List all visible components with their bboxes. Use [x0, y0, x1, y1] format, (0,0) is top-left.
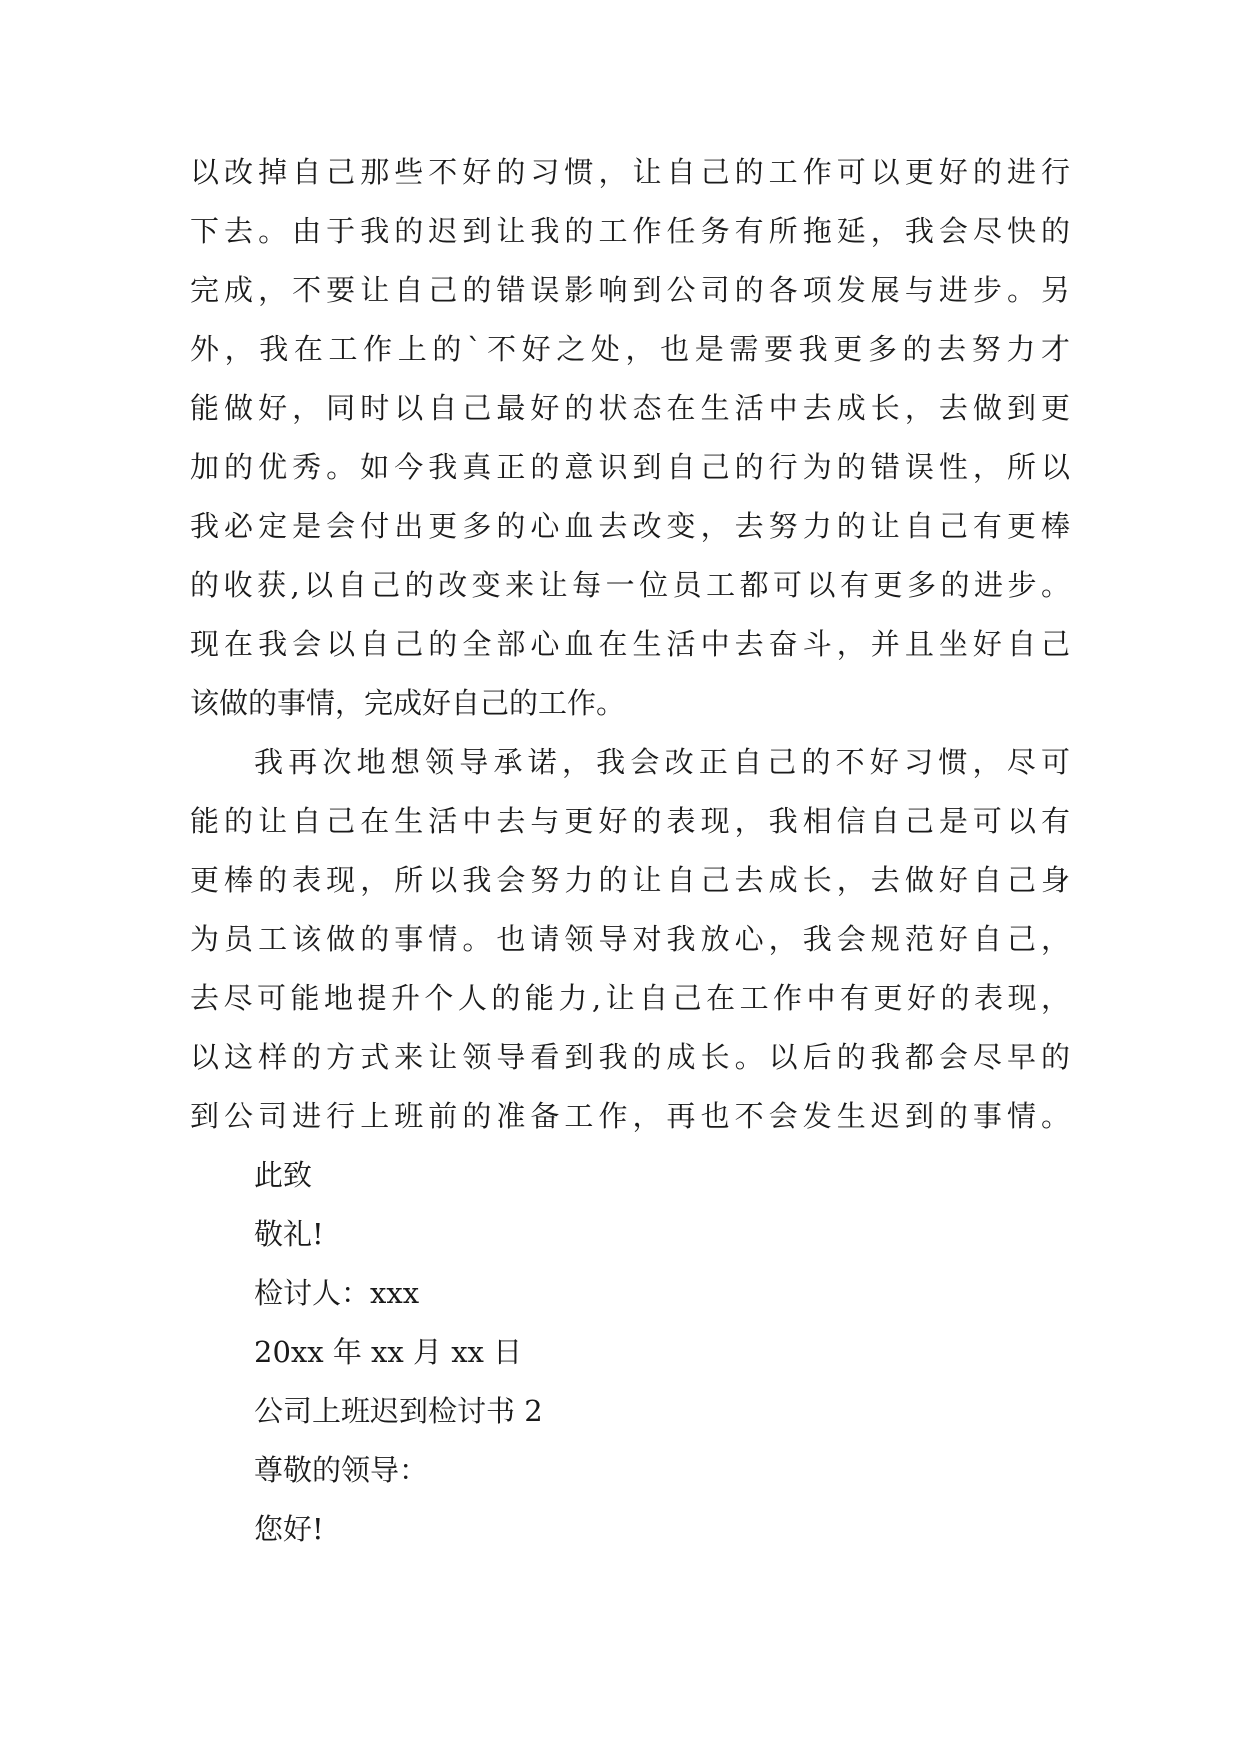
- body-line: 能的让自己在生活中去与更好的表现，我相信自己是可以有: [190, 804, 1070, 838]
- body-line: 下去。由于我的迟到让我的工作任务有所拖延，我会尽快的: [190, 214, 1070, 248]
- body-line: 现在我会以自己的全部心血在生活中去奋斗，并且坐好自己: [190, 627, 1070, 661]
- body-line: 为员工该做的事情。也请领导对我放心，我会规范好自己，: [190, 922, 1070, 956]
- body-line: 以这样的方式来让领导看到我的成长。以后的我都会尽早的: [190, 1040, 1070, 1074]
- body-line: 我再次地想领导承诺，我会改正自己的不好习惯，尽可: [254, 745, 1070, 779]
- body-line: 到公司进行上班前的准备工作，再也不会发生迟到的事情。: [190, 1099, 1070, 1133]
- body-line: 完成，不要让自己的错误影响到公司的各项发展与进步。另: [190, 273, 1070, 307]
- closing-regards: 敬礼!: [254, 1217, 324, 1251]
- body-line: 我必定是会付出更多的心血去改变，去努力的让自己有更棒: [190, 509, 1070, 543]
- body-line: 能做好，同时以自己最好的状态在生活中去成长，去做到更: [190, 391, 1070, 425]
- body-line: 更棒的表现，所以我会努力的让自己去成长，去做好自己身: [190, 863, 1070, 897]
- letter-addressee: 尊敬的领导：: [254, 1453, 429, 1487]
- closing-salutation: 此致: [254, 1158, 313, 1192]
- body-line: 外，我在工作上的`不好之处，也是需要我更多的去努力才: [190, 332, 1070, 366]
- letter-title: 公司上班迟到检讨书 2: [254, 1394, 543, 1428]
- body-line: 加的优秀。如今我真正的意识到自己的行为的错误性，所以: [190, 450, 1070, 484]
- body-line: 该做的事情，完成好自己的工作。: [190, 686, 626, 720]
- body-line: 去尽可能地提升个人的能力,让自己在工作中有更好的表现，: [190, 981, 1070, 1015]
- date-line: 20xx 年 xx 月 xx 日: [254, 1335, 523, 1369]
- body-line: 的收获,以自己的改变来让每一位员工都可以有更多的进步。: [190, 568, 1070, 602]
- signer-line: 检讨人：xxx: [254, 1276, 420, 1310]
- body-line: 以改掉自己那些不好的习惯，让自己的工作可以更好的进行: [190, 155, 1070, 189]
- letter-greeting: 您好!: [254, 1512, 324, 1546]
